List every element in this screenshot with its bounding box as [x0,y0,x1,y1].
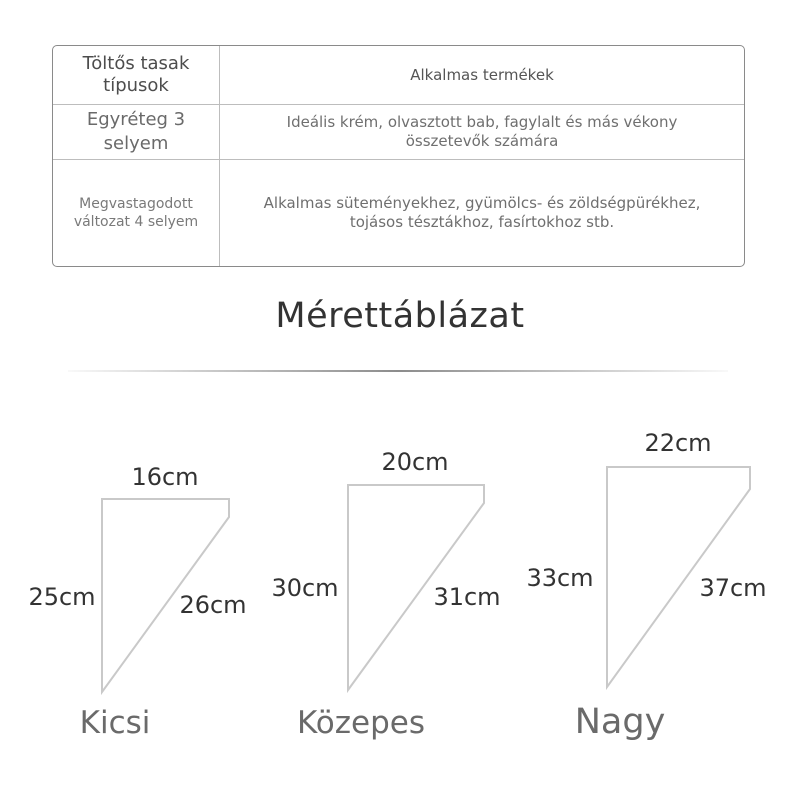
bag-large [526,429,766,742]
table-row-thickened-type: Megvastagodott változat 4 selyem [73,196,199,230]
bag-large-label: Nagy [574,702,666,742]
bag-small-left-dim: 25cm [28,583,96,611]
bag-medium [271,448,500,741]
bag-small-label: Kicsi [79,705,151,741]
table-row-thickened-use: Alkalmas süteményekhez, gyümölcs- és zöldségpürékhez, tojásos tésztákhoz, fasírtokhoz stb. [263,194,701,231]
table-row-single-layer-type: Egyréteg 3 selyem [86,109,186,154]
bag-medium-top-dim: 20cm [381,448,449,476]
bag-small-top-dim: 16cm [131,463,199,491]
size-chart-title: Mérettáblázat [275,296,525,336]
bag-medium-label: Közepes [297,705,425,741]
bag-medium-left-dim: 30cm [271,574,339,602]
bag-small-right-dim: 26cm [179,591,247,619]
bag-large-right-dim: 37cm [699,574,767,602]
table-row-single-layer-use: Ideális krém, olvasztott bab, fagylalt és más vékony összetevők számára [286,113,678,150]
bag-medium-right-dim: 31cm [433,583,501,611]
table-header-use: Alkalmas termékek [410,66,554,84]
bag-small [28,463,246,741]
bag-large-left-dim: 33cm [526,564,594,592]
bag-large-top-dim: 22cm [644,429,712,457]
table-header-type: Töltős tasak típusok [82,53,190,96]
